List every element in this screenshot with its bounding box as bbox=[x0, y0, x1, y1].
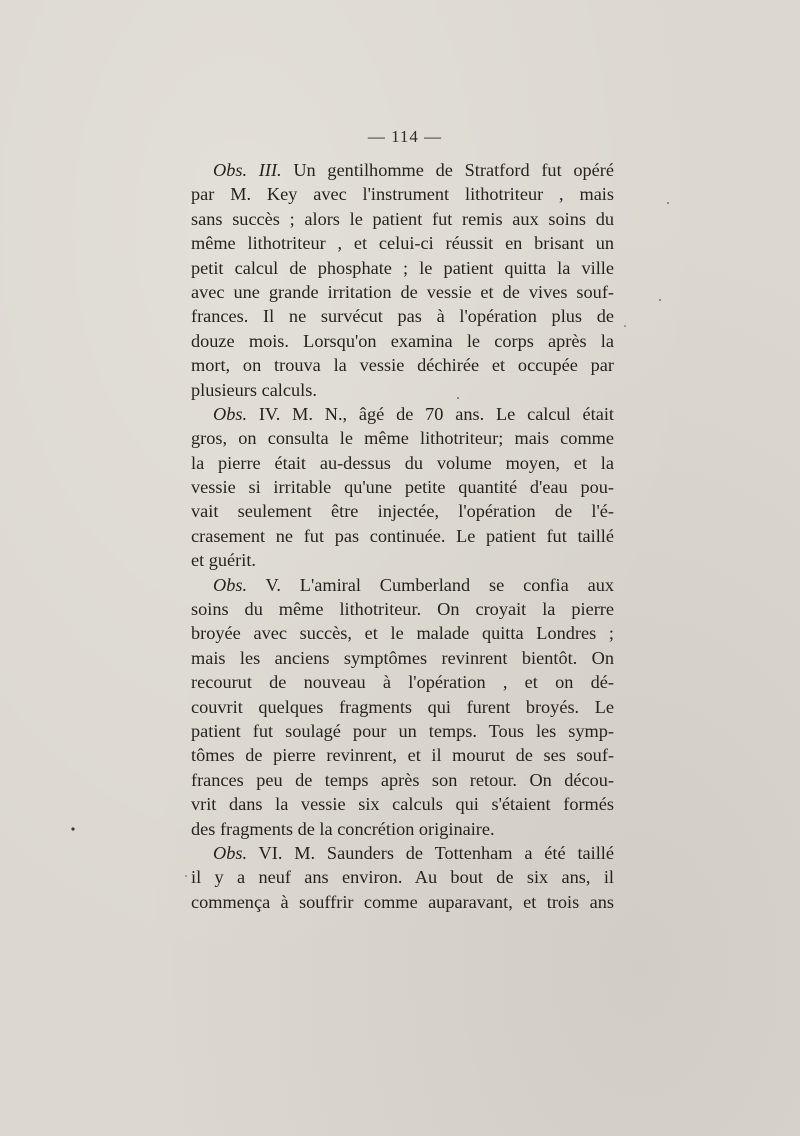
text-line: couvrit quelques fragments qui furent broyés. Le bbox=[191, 696, 614, 717]
text-line: tômes de pierre revinrent, et il mourut de ses souf- bbox=[191, 745, 614, 766]
body-text bbox=[191, 158, 614, 914]
text-line: mais les anciens symptômes revinrent bientôt. On bbox=[191, 647, 614, 668]
text-line: soins du même lithotriteur. On croyait la pierre bbox=[191, 599, 614, 620]
text-line: vrit dans la vessie six calculs qui s'étaient formés bbox=[191, 794, 614, 815]
text-line: plusieurs calculs. bbox=[191, 379, 317, 400]
observation-5 bbox=[191, 573, 614, 841]
text-line: même lithotriteur , et celui-ci réussit en brisant un bbox=[191, 233, 614, 254]
text-line: Obs. III. Un gentilhomme de Stratford fut opéré bbox=[213, 160, 614, 180]
text-line: petit calcul de phosphate ; le patient quitta la ville bbox=[191, 257, 614, 278]
text-line: douze mois. Lorsqu'on examina le corps après la bbox=[191, 330, 614, 351]
text-line: frances peu de temps après son retour. On décou- bbox=[191, 769, 614, 790]
text-line: recourut de nouveau à l'opération , et on dé- bbox=[191, 672, 614, 693]
text-line: Obs. IV. M. N., âgé de 70 ans. Le calcul était bbox=[213, 403, 614, 424]
observation-4 bbox=[191, 402, 614, 573]
observation-label: Obs. bbox=[213, 403, 248, 424]
observation-3 bbox=[191, 158, 614, 402]
text-line: et guérit. bbox=[191, 550, 256, 571]
text-line: broyée avec succès, et le malade quitta Londres ; bbox=[191, 623, 614, 644]
text-line: il y a neuf ans environ. Au bout de six ans, il bbox=[191, 867, 614, 888]
text-line: commença à souffrir comme auparavant, et trois ans bbox=[191, 891, 614, 912]
page-number: — 114 — bbox=[367, 127, 443, 146]
text-line: par M. Key avec l'instrument lithotriteur , mais bbox=[191, 184, 614, 205]
text-line: avec une grande irritation de vessie et de vives souf- bbox=[191, 281, 614, 302]
text-line: Obs. VI. M. Saunders de Tottenham a été taillé bbox=[213, 842, 614, 863]
text-line: mort, on trouva la vessie déchirée et occupée par bbox=[191, 355, 614, 376]
text-line: vait seulement être injectée, l'opération de l'é- bbox=[191, 501, 614, 522]
text-line: des fragments de la concrétion originaire. bbox=[191, 818, 495, 839]
observation-label: Obs. bbox=[213, 574, 248, 595]
text-line: sans succès ; alors le patient fut remis aux soins du bbox=[191, 208, 614, 229]
text-line: Obs. V. L'amiral Cumberland se confia aux bbox=[213, 574, 614, 595]
observation-label: Obs. III. bbox=[213, 160, 282, 180]
text-line: patient fut soulagé pour un temps. Tous les symp- bbox=[191, 720, 614, 741]
text-line: gros, on consulta le même lithotriteur; mais comme bbox=[191, 428, 614, 449]
text-line: frances. Il ne survécut pas à l'opération plus de bbox=[191, 306, 614, 327]
text-line: la pierre était au-dessus du volume moyen, et la bbox=[191, 452, 614, 473]
observation-6 bbox=[191, 841, 614, 914]
text-line: vessie si irritable qu'une petite quantité d'eau pou- bbox=[191, 477, 614, 498]
text-line: crasement ne fut pas continuée. Le patient fut taillé bbox=[191, 525, 614, 546]
observation-label: Obs. bbox=[213, 842, 248, 863]
